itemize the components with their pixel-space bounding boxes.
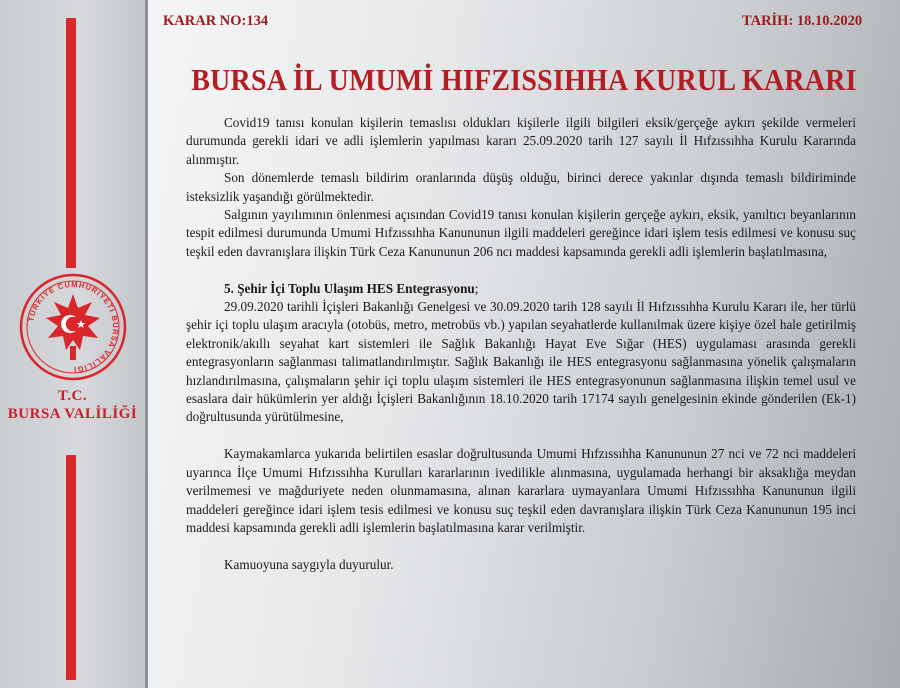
- document-body: [186, 114, 856, 574]
- sidebar-governorship-label: BURSA VALİLİĞİ: [7, 406, 138, 422]
- bursa-governorship-seal-icon: [18, 272, 128, 382]
- decision-date: TARİH: 18.10.2020: [742, 13, 863, 29]
- svg-text:TÜRKİYE CUMHURİYETİ BURSA VALİ: TÜRKİYE CUMHURİYETİ BURSA VALİLİĞİ: [26, 279, 121, 375]
- sidebar-tc-label: T.C.: [57, 388, 88, 404]
- page-title: BURSA İL UMUMİ HIFZISSIHHA KURUL KARARI: [191, 62, 857, 97]
- paragraph-1: Covid19 tanısı konulan kişilerin temaslısı oldukları kişilerle ilgili bilgileri eksik/gerçeğe aykırı şekilde vermeleri durumunda gerekli idari ve adli işlemlerin yapılması kararı 25.09.2020 tarih 127 sayılı İl Hıfzıssıhha Kurulu Kararında alınmıştır.: [186, 115, 856, 167]
- section-paragraph: 29.09.2020 tarihli İçişleri Bakanlığı Genelgesi ve 30.09.2020 tarih 128 sayılı İl Hıfzıssıhha Kurulu Kararı ile, her türlü şehir içi toplu ulaşım aracıyla (otobüs, metro, metrobüs vb.) yapılan seyahatlerde kullanılmak üzere kişiye özel hale getirilmiş elektronik/akıllı seyahat kart sistemleri ile Sağlık Bakanlığı Hayat Eve Sığar (HES) uygulaması arasında gerekli entegrasyonların sağlanması talimatlandırılmıştır. Sağlık Bakanlığı ile HES entegrasyonu sağlanmasına yönelik çalışmaların hızlandırılmasına, çalışmaların şehir içi toplu ulaşım sistemleri ile HES entegrasyonunun sağlanmasına ilişkin temel usul ve esaslara dair hükümlerin yer aldığı İçişleri Bakanlığının 18.10.2020 tarih 17174 sayılı genelgesinin ekinde gönderilen (Ek-1) doğrultusunda yürütülmesine,: [186, 299, 856, 425]
- section-heading-text: 5. Şehir İçi Toplu Ulaşım HES Entegrasyonu: [224, 280, 475, 296]
- decision-number: KARAR NO:134: [163, 13, 269, 29]
- section-heading: [186, 280, 856, 298]
- section-heading-suffix: ;: [474, 280, 479, 296]
- paragraph-2: Son dönemlerde temaslı bildirim oranlarında düşüş olduğu, birinci derece yakınlar dışında temaslı bildiriminde isteksizlik yaşandığı görülmektedir.: [186, 170, 856, 204]
- red-stripe-top: [66, 18, 76, 268]
- red-stripe-bottom: [66, 455, 76, 680]
- announcement: Kamuoyuna saygıyla duyurulur.: [224, 556, 394, 572]
- closing-paragraph: Kaymakamlarca yukarıda belirtilen esaslar doğrultusunda Umumi Hıfzıssıhha Kanununun 27 nci ve 72 nci maddeleri uyarınca İlçe Umumi Hıfzıssıhha Kurulları kararlarının ivedilikle alınmasına, uygulamada herhangi bir aksaklığa meydan verilmemesi ve mağduriyete neden olunmamasına, alınan kararlara uymayanlara Umumi Hıfzıssıhha Kanununun ilgili maddeleri gereğince idari işlem tesis edilmesi ve konusu suç teşkil eden davranışlara ilişkin Türk Ceza Kanununun 195 inci maddesi kapsamında gerekli adli işlemlerin başlatılmasına karar verilmiştir.: [186, 446, 856, 535]
- paragraph-3: Salgının yayılımının önlenmesi açısından Covid19 tanısı konulan kişilerin gerçeğe aykırı, eksik, yanıltıcı beyanlarının tespit edilmesi durumunda Umumi Hıfzıssıhha Kanununun ilgili maddeleri gereğince idari işlem tesis edilmesi ve konusu suç teşkil eden davranışlara ilişkin Türk Ceza Kanununun 206 ncı maddesi kapsamında gerekli adli işlemlerin başlatılmasına,: [186, 207, 856, 259]
